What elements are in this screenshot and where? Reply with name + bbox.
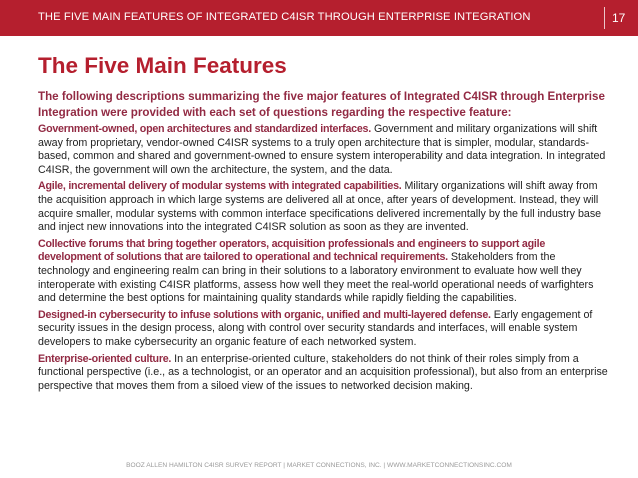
header-title: THE FIVE MAIN FEATURES OF INTEGRATED C4ISR THROUGH ENTERPRISE INTEGRATION (38, 11, 531, 23)
main-content (38, 52, 610, 393)
page-number: 17 (612, 11, 626, 25)
intro-paragraph: The following descriptions summarizing the five major features of Integrated C4ISR through Enterprise Integration were provided with each set of questions regarding the respective feature: (38, 90, 605, 119)
feature-paragraph-5 (38, 353, 610, 394)
feature-lead-1: Government-owned, open architectures and standardized interfaces. (38, 123, 371, 135)
feature-paragraph-1 (38, 123, 610, 177)
page-title: The Five Main Features (38, 53, 287, 78)
feature-paragraph-3 (38, 238, 610, 306)
header-divider (604, 7, 605, 29)
feature-body-4: Early engagement of security issues in the design process, along with control over security standards and interfaces, will enable system developers to make cybersecurity an organic feature of each networked system. (38, 308, 593, 348)
header-bar (0, 0, 638, 36)
footer-text: BOOZ ALLEN HAMILTON C4ISR SURVEY REPORT | MARKET CONNECTIONS, INC. | WWW.MARKETCONNECTIONSINC.COM (126, 462, 512, 469)
feature-body-5: In an enterprise-oriented culture, stakeholders do not think of their roles simply from a functional perspective (i.e., as a technologist, or an operator and an acquisition professional), but also from an enterprise perspective that moves them from a siloed view of the issues to networked decision making. (38, 352, 608, 392)
feature-lead-3: Collective forums that bring together operators, acquisition professionals and engineers to support agile development of solutions that are tailored to operational and technical requirements. (38, 237, 546, 264)
feature-lead-5: Enterprise-oriented culture. (38, 352, 172, 365)
feature-lead-4: Designed-in cybersecurity to infuse solutions with organic, unified and multi-layered defense. (38, 308, 491, 321)
feature-body-3: Stakeholders from the technology and engineering realm can bring in their solutions to a laboratory environment to evaluate how well they interoperate with existing C4ISR platforms, assess how well they meet the real-world operational needs of warfighters and determine the best options for maintaining quality standards while rapidly fielding the capabilities. (38, 251, 594, 305)
feature-paragraph-4 (38, 309, 610, 350)
feature-body-2: Military organizations will shift away from the acquisition approach in which large systems are delivered all at once, after years of development. Instead, they will acquire smaller, modular systems with common interface specifications delivered incrementally by the full industry base and inject new innovations into the integrated C4ISR solution as soon as they are invented. (38, 180, 602, 234)
feature-lead-2: Agile, incremental delivery of modular systems with integrated capabilities. (38, 180, 402, 193)
feature-paragraph-2 (38, 180, 610, 234)
feature-body-1: Government and military organizations will shift away from proprietary, vendor-owned C4ISR systems to a truly open architecture that is simpler, modular, standards-based, common and shared and government-owned to ensure system interoperability and data integration. In integrated C4ISR, the government will own the architecture, the system, and the data. (38, 123, 606, 176)
